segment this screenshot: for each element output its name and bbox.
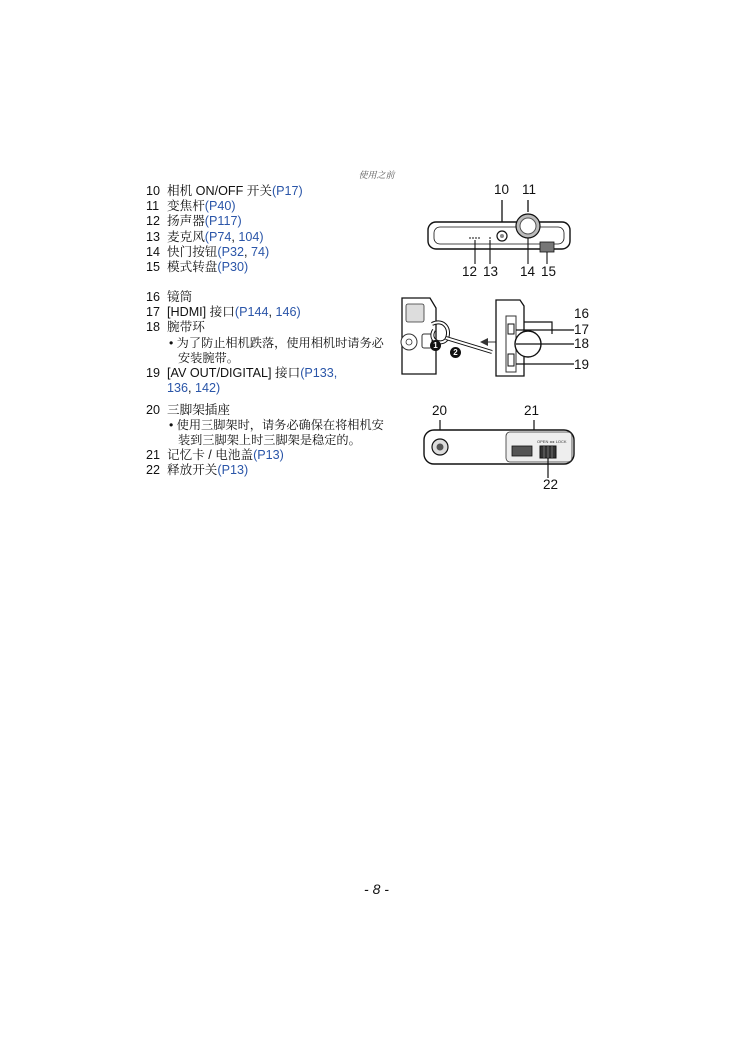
item-text: 模式转盘 [167,260,218,275]
callout-label: 20 [432,403,448,418]
list-item [146,448,386,463]
parts-list-bottom [146,403,386,479]
list-item [146,214,386,229]
callout-label: 13 [483,264,499,279]
callout-label: 15 [541,264,557,279]
list-item [146,305,386,320]
item-number: 14 [146,244,161,259]
item-number: 10 [146,184,161,198]
page-link[interactable]: 136 [167,380,189,395]
page-link[interactable]: (P74 [204,229,232,244]
page-number: - 8 - [364,881,389,897]
list-item [146,463,386,478]
separator: , [231,229,239,244]
item-number: 16 [146,290,161,304]
page-link[interactable]: 74) [250,244,270,259]
page-link[interactable]: (P40) [204,199,236,214]
callout-label: 21 [524,403,540,418]
separator: , [243,244,251,259]
item-number: 15 [146,260,161,275]
step-badge-2: 2 [450,347,461,358]
item-number: 12 [146,214,161,229]
callout-label: 19 [574,357,590,372]
bullet-note: • 为了防止相机跌落，使用相机时请务必安装腕带。 [169,335,384,365]
list-item [146,184,386,199]
item-text: [HDMI] 接口 [167,305,235,320]
page-link[interactable]: (P32 [217,244,244,259]
item-text: 变焦杆 [167,199,205,214]
callout-label: 17 [574,322,590,337]
callout-label: 10 [494,182,510,197]
page-link[interactable]: (P117) [204,214,242,229]
step-badge-1: 1 [430,340,441,351]
page-link[interactable]: (P30) [217,260,249,275]
item-number: 22 [146,463,161,478]
page-link[interactable]: (P144 [234,305,269,320]
separator: , [188,380,196,395]
item-number: 18 [146,320,161,335]
parts-list-top [146,184,386,275]
page-header: 使用之前 [358,171,395,181]
page-link[interactable]: 146) [275,305,301,320]
callout-label: 14 [520,264,536,279]
list-item [146,199,386,214]
callout-label: 16 [574,306,590,321]
camera-bottom-view-figure [420,420,580,482]
open-lock-marking: OPEN ◂ ▸ LOCK [537,439,567,444]
separator: , [268,305,276,320]
list-item [146,290,386,305]
page-link[interactable]: (P13) [217,463,249,478]
item-number: 20 [146,403,161,417]
item-text: 记忆卡 / 电池盖 [167,448,254,463]
list-item [146,230,386,245]
item-text: 相机 ON/OFF 开关 [167,184,272,198]
list-item [146,403,386,418]
callout-label: 11 [522,182,537,197]
item-number: 13 [146,229,161,244]
parts-list-middle [146,290,386,396]
item-number: 19 [146,365,161,380]
page-link[interactable]: 104) [238,229,264,244]
page-link[interactable]: (P17) [271,184,303,198]
camera-side-view-figure [400,294,590,380]
list-item [146,260,386,275]
item-text: 释放开关 [167,463,218,478]
page-link[interactable]: (P133, [300,365,338,380]
bullet-note: • 使用三脚架时，请务必确保在将相机安装到三脚架上时三脚架是稳定的。 [169,418,384,448]
list-item [146,320,386,335]
item-text: 麦克风 [167,229,205,244]
page-link[interactable]: (P13) [253,448,284,463]
camera-top-view-figure [420,198,580,266]
callout-label: 22 [543,477,559,492]
item-number: 17 [146,305,161,320]
list-item [146,366,386,381]
list-item-continuation [146,381,386,396]
item-text: [AV OUT/DIGITAL] 接口 [167,365,301,380]
item-text: 三脚架插座 [167,403,230,417]
item-text: 腕带环 [167,320,205,335]
list-item [146,245,386,260]
item-text: 镜筒 [167,290,193,304]
callout-label: 12 [462,264,478,279]
item-number: 11 [146,199,160,214]
page-link[interactable]: 142) [195,380,221,395]
item-text: 快门按钮 [167,244,218,259]
item-number: 21 [146,448,161,463]
item-text: 扬声器 [167,214,205,229]
callout-label: 18 [574,336,590,351]
